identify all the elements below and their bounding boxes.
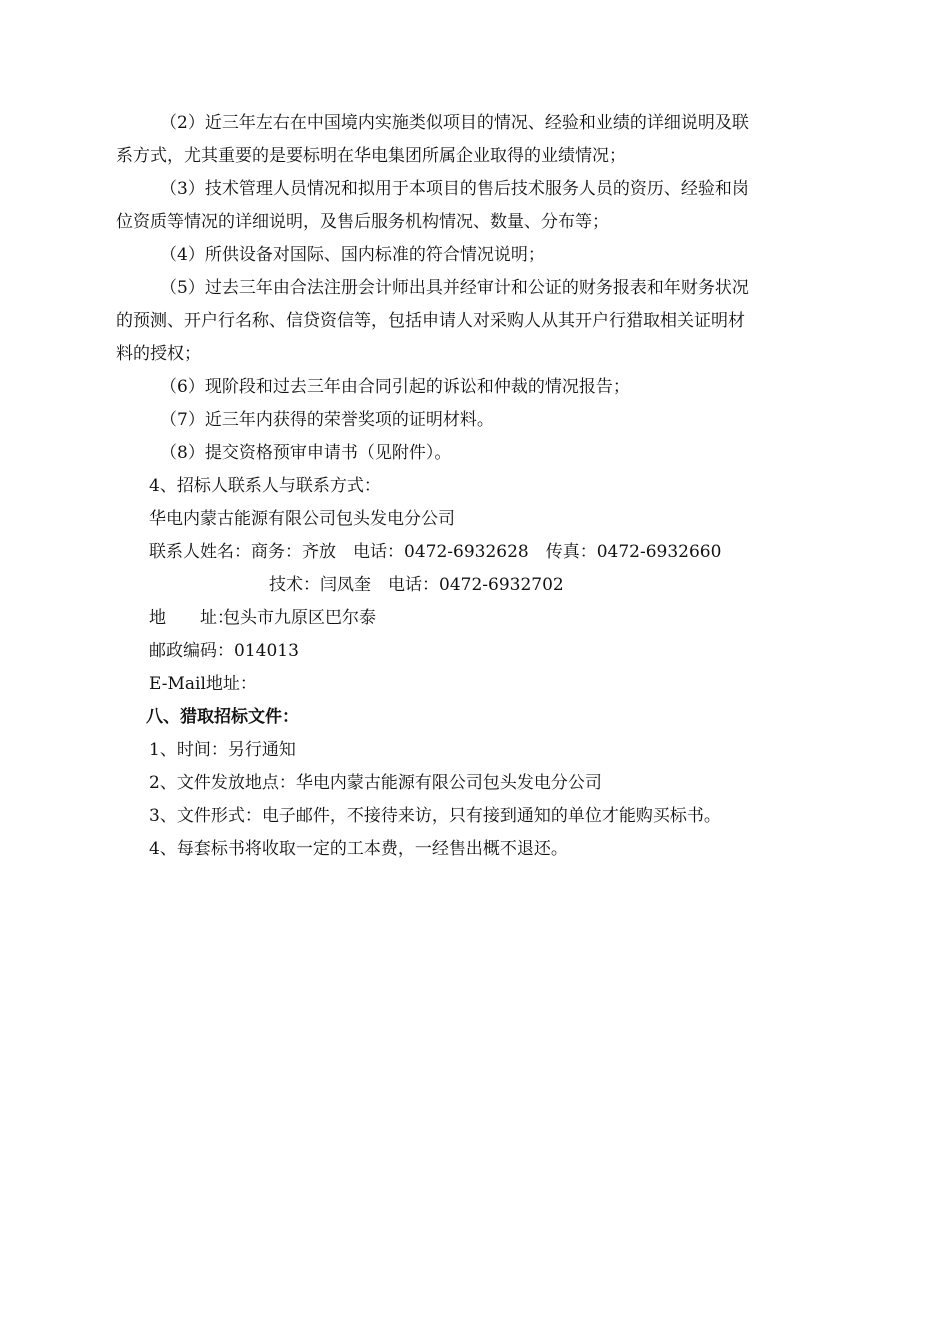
contact-address	[116, 602, 844, 635]
item-7: （7）近三年内获得的荣誉奖项的证明材料。	[160, 410, 494, 430]
section-8-line-3: 3、文件形式：电子邮件，不接待来访，只有接到通知的单位才能购买标书。	[149, 806, 721, 826]
contact-postcode: 邮政编码：014013	[149, 641, 299, 661]
item-3-line-1: （3）技术管理人员情况和拟用于本项目的售后技术服务人员的资历、经验和岗	[160, 179, 749, 199]
address-label: 地 址：	[149, 608, 234, 628]
contact-section-label: 4、招标人联系人与联系方式：	[149, 476, 381, 496]
contact-commerce-line: 联系人姓名：商务：齐放 电话：0472-6932628 传真：0472-6932660	[149, 542, 722, 562]
section-8-line-1: 1、时间：另行通知	[149, 740, 296, 760]
item-6: （6）现阶段和过去三年由合同引起的诉讼和仲裁的情况报告；	[160, 377, 630, 397]
item-5-line-1: （5）过去三年由合法注册会计师出具并经审计和公证的财务报表和年财务状况	[160, 278, 749, 298]
item-5-line-2: 的预测、开户行名称、信贷资信等，包括申请人对采购人从其开户行猎取相关证明材	[116, 311, 745, 331]
item-4: （4）所供设备对国际、国内标准的符合情况说明；	[160, 245, 545, 265]
section-8-line-4: 4、每套标书将收取一定的工本费，一经售出概不退还。	[149, 839, 568, 859]
document-body	[116, 107, 844, 866]
item-8: （8）提交资格预审申请书（见附件）。	[160, 443, 452, 463]
contact-tech-line: 技术：闫凤奎 电话：0472-6932702	[269, 575, 564, 595]
item-2-line-2: 系方式，尤其重要的是要标明在华电集团所属企业取得的业绩情况；	[116, 146, 626, 166]
address-value: 包头市九原区巴尔泰	[223, 608, 376, 628]
item-5-line-3: 料的授权；	[116, 344, 201, 364]
section-8-heading: 八、猎取招标文件：	[146, 707, 299, 727]
contact-company: 华电内蒙古能源有限公司包头发电分公司	[149, 509, 455, 529]
contact-email: E-Mail地址：	[149, 674, 257, 694]
item-2-line-1: （2）近三年左右在中国境内实施类似项目的情况、经验和业绩的详细说明及联	[160, 113, 749, 133]
section-8-line-2: 2、文件发放地点：华电内蒙古能源有限公司包头发电分公司	[149, 773, 602, 793]
item-3-line-2: 位资质等情况的详细说明，及售后服务机构情况、数量、分布等；	[116, 212, 609, 232]
